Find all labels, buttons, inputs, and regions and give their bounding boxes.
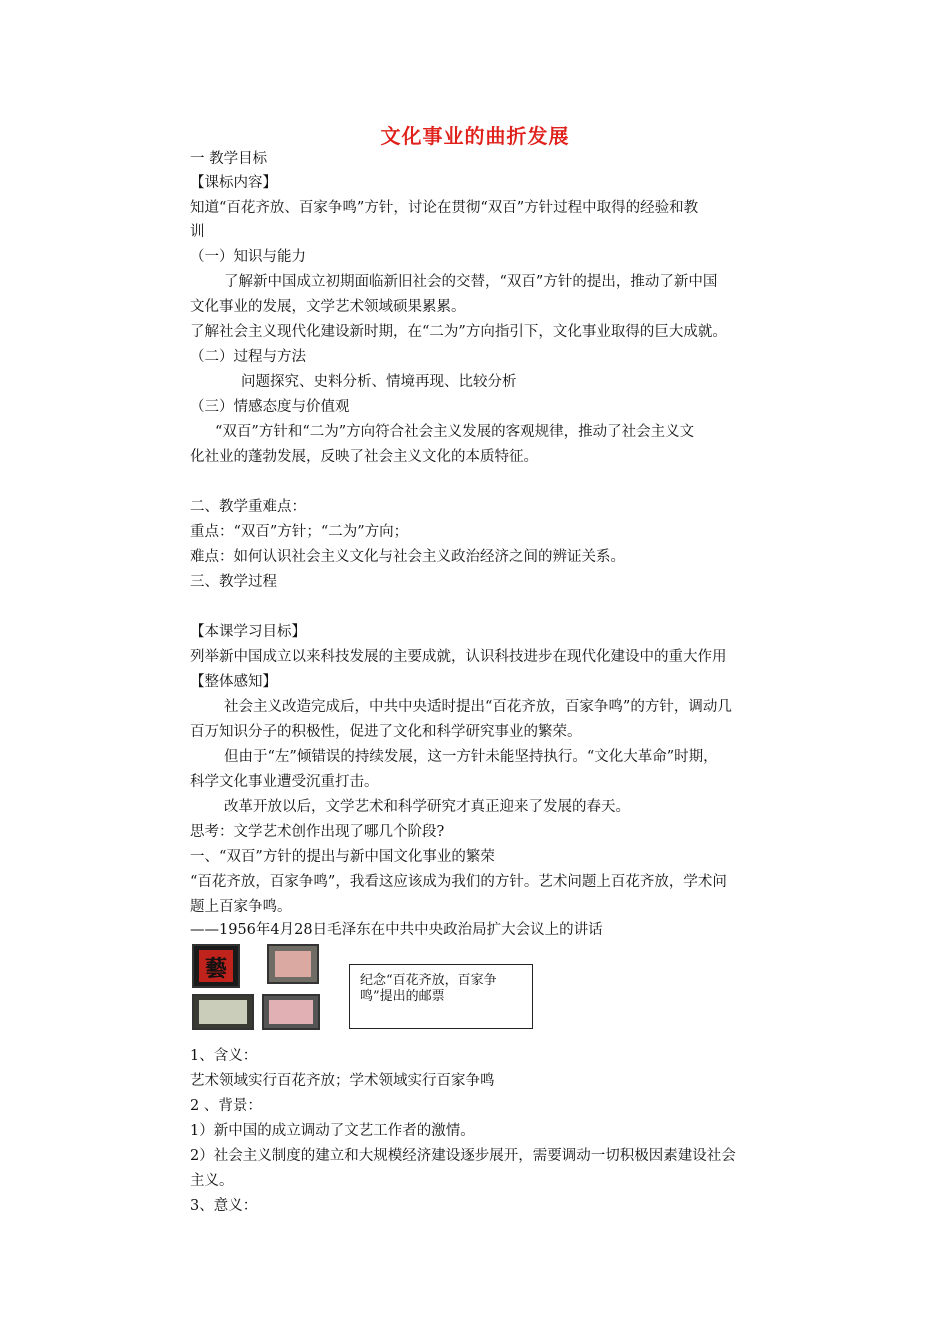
- paragraph-line: 百万知识分子的积极性，促进了文化和科学研究事业的繁荣。: [190, 724, 582, 740]
- section-heading-keypoints: 二、教学重难点：: [190, 499, 306, 515]
- item-heading-significance: 3、意义：: [190, 1198, 258, 1214]
- stamps-image: [192, 944, 322, 1030]
- paragraph-line: 艺术领域实行百花齐放；学术领域实行百家争鸣: [190, 1073, 495, 1089]
- subheading-process: （二）过程与方法: [190, 349, 306, 365]
- section-heading-process: 三、教学过程: [190, 574, 277, 590]
- quote-line: 题上百家争鸣。: [190, 899, 292, 915]
- paragraph-line: 1）新中国的成立调动了文艺工作者的激情。: [190, 1123, 475, 1139]
- stamp-rose: [262, 994, 320, 1030]
- paragraph-line: 改革开放以后，文学艺术和科学研究才真正迎来了发展的春天。: [224, 799, 630, 815]
- paragraph-line: 思考：文学艺术创作出现了哪几个阶段?: [190, 824, 445, 840]
- subheading-knowledge: （一）知识与能力: [190, 249, 306, 265]
- paragraph-line: 社会主义改造完成后，中共中央适时提出“百花齐放，百家争鸣”的方针，调动几: [224, 699, 732, 715]
- subheading-overview: 【整体感知】: [190, 674, 277, 690]
- stamp-green: [192, 994, 254, 1030]
- paragraph-line: “双百”方针和“二为”方向符合社会主义发展的客观规律，推动了社会主义文: [215, 424, 695, 440]
- subheading-lesson-goals: 【本课学习目标】: [190, 624, 306, 640]
- item-heading-background: 2 、背景：: [190, 1098, 262, 1114]
- paragraph-line: 训: [190, 224, 205, 240]
- stamp-caption-box: 纪念“百花齐放，百家争鸣”提出的邮票: [349, 964, 533, 1029]
- stamp-red: [192, 944, 240, 988]
- item-heading-meaning: 1、含义：: [190, 1048, 258, 1064]
- paragraph-line: 难点：如何认识社会主义文化与社会主义政治经济之间的辨证关系。: [190, 549, 625, 565]
- subheading-standards: 【课标内容】: [190, 175, 277, 191]
- section-heading-objectives: 一 教学目标: [190, 151, 268, 167]
- quote-attribution: ——1956年4月28日毛泽东在中共中央政治局扩大会议上的讲话: [190, 922, 603, 938]
- paragraph-line: 科学文化事业遭受沉重打击。: [190, 774, 379, 790]
- paragraph-line: 主义。: [190, 1173, 234, 1189]
- stamp-pink: [267, 944, 319, 984]
- paragraph-line: 化社业的蓬勃发展，反映了社会主义文化的本质特征。: [190, 449, 538, 465]
- paragraph-line: 问题探究、史料分析、情境再现、比较分析: [241, 374, 517, 390]
- paragraph-line: 了解新中国成立初期面临新旧社会的交替，“双百”方针的提出，推动了新中国: [224, 274, 718, 290]
- paragraph-line: 重点：“双百”方针；“二为”方向；: [190, 524, 409, 540]
- paragraph-line: 列举新中国成立以来科技发展的主要成就，认识科技进步在现代化建设中的重大作用: [190, 649, 727, 665]
- stamp-glyph: 藝: [204, 956, 227, 982]
- subheading-values: （三）情感态度与价值观: [190, 399, 350, 415]
- paragraph-line: 2）社会主义制度的建立和大规模经济建设逐步展开，需要调动一切积极因素建设社会: [190, 1148, 736, 1164]
- paragraph-line: 文化事业的发展，文学艺术领域硕果累累。: [190, 299, 466, 315]
- paragraph-line: 但由于“左”倾错误的持续发展，这一方针未能坚持执行。“文化大革命”时期，: [224, 749, 718, 765]
- section-heading-shuangbai: 一、“双百”方针的提出与新中国文化事业的繁荣: [190, 849, 495, 865]
- paragraph-line: 了解社会主义现代化建设新时期，在“二为”方向指引下，文化事业取得的巨大成就。: [190, 324, 727, 340]
- document-title: 文化事业的曲折发展: [380, 124, 570, 148]
- quote-line: “百花齐放，百家争鸣”，我看这应该成为我们的方针。艺术问题上百花齐放，学术问: [190, 874, 727, 890]
- paragraph-line: 知道“百花齐放、百家争鸣”方针，讨论在贯彻“双百”方针过程中取得的经验和教: [190, 200, 699, 216]
